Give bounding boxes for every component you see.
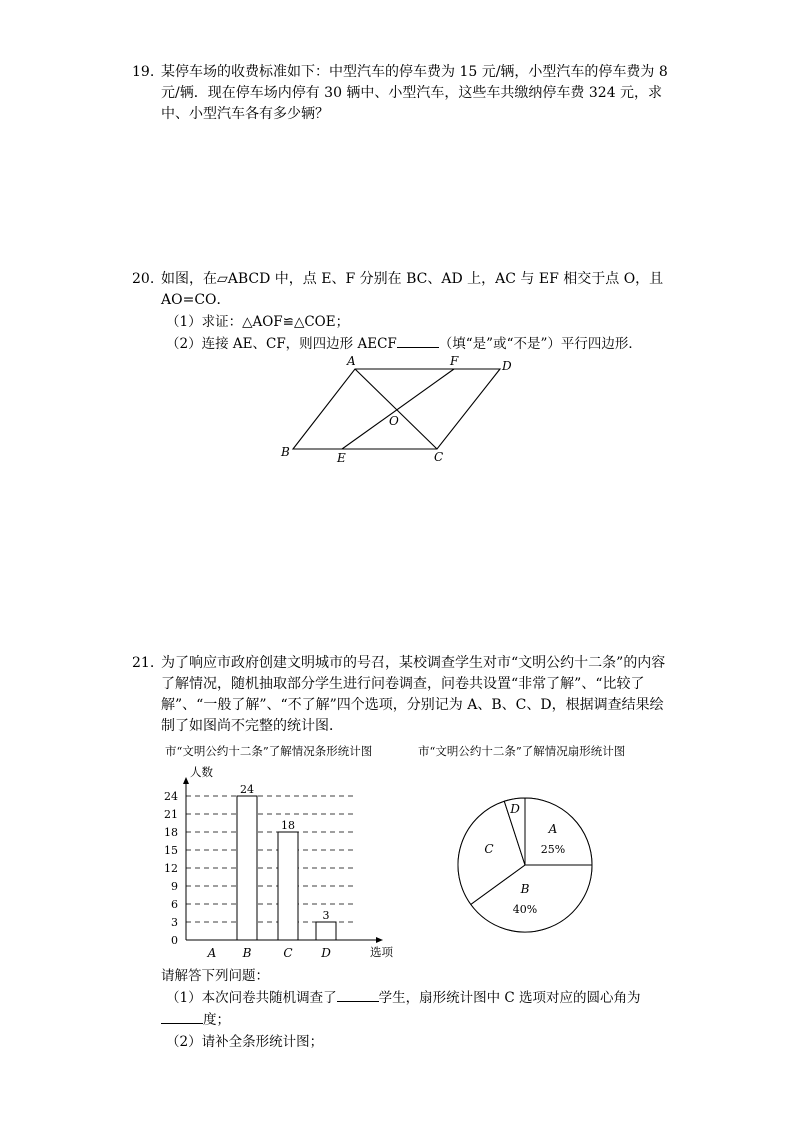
bar-B	[237, 796, 257, 940]
q21-part1	[166, 987, 641, 1009]
bar-data-label: 24	[240, 783, 254, 796]
x-tick-label: D	[321, 946, 331, 960]
y-tick-label: 21	[164, 808, 178, 821]
pie-label-D: D	[510, 802, 520, 816]
q19-text: 某停车场的收费标准如下：中型汽车的停车费为 15 元/辆，小型汽车的停车费为 8 元/辆．现在停车场内停有 30 辆中、小型汽车，这些车共缴纳停车费 324 元，求中、小型汽车各有多少辆？	[161, 64, 668, 122]
q21-part1-c: 度；	[203, 1012, 230, 1028]
segment-ef	[342, 369, 454, 449]
y-tick-label: 15	[164, 844, 178, 857]
label-o: O	[389, 414, 399, 428]
label-b: B	[281, 445, 290, 459]
q21-part1-line2	[161, 1009, 230, 1031]
x-axis-label: 选项	[370, 945, 393, 959]
y-tick-label: 0	[171, 934, 178, 947]
y-tick-label: 6	[171, 898, 178, 911]
x-axis-arrow	[376, 937, 383, 943]
pie-chart-title: 市“文明公约十二条”了解情况扇形统计图	[418, 744, 626, 758]
x-tick-label: C	[283, 946, 293, 960]
pie-chart	[455, 795, 595, 935]
label-e: E	[337, 451, 346, 465]
q21-part1-b: 学生，扇形统计图中 C 选项对应的圆心角为	[378, 990, 641, 1006]
q20-part2-suffix: （填“是”或“不是”）平行四边形．	[438, 336, 642, 352]
y-tick-label: 18	[164, 826, 178, 839]
diagonal-ac	[355, 369, 437, 449]
pie-label-A: A	[548, 822, 558, 836]
pie-percent-A: 25%	[540, 843, 566, 856]
bar-chart-title: 市“文明公约十二条”了解情况条形统计图	[165, 744, 373, 758]
y-tick-label: 3	[171, 916, 178, 929]
q21-text: 为了响应市政府创建文明城市的号召，某校调查学生对市“文明公约十二条”的内容了解情况，随机抽取部分学生进行问卷调查，问卷共设置“非常了解”、“比较了解”、“一般了解”、“不了解”四个选项，分别记为 A、B、C、D，根据调查结果绘制了如图尚不完整的统计图．	[161, 655, 666, 734]
x-tick-label: B	[242, 946, 252, 960]
bar-C	[278, 832, 298, 940]
bar-D	[316, 922, 336, 940]
q21-number: 21.	[132, 655, 155, 671]
q20-answer-blank[interactable]	[397, 333, 439, 348]
y-axis-arrow	[183, 777, 189, 784]
bar-data-label: 3	[322, 909, 330, 922]
q20-part2-prefix: （2）连接 AE、CF，则四边形 AECF	[166, 336, 397, 352]
label-d: D	[502, 359, 512, 373]
q20-number: 20.	[132, 271, 155, 287]
x-tick-label: A	[207, 946, 217, 960]
bar-chart	[160, 760, 410, 965]
q21-prompt: 请解答下列问题：	[161, 968, 269, 984]
q21-angle-blank[interactable]	[161, 1009, 203, 1024]
q21-part2: （2）请补全条形统计图；	[166, 1034, 324, 1050]
q20-text: 如图，在▱ABCD 中，点 E、F 分别在 BC、AD 上，AC 与 EF 相交于点 O，且 AO=CO．	[161, 271, 664, 308]
q19-number: 19.	[132, 64, 155, 80]
pie-label-C: C	[484, 842, 494, 856]
y-tick-label: 24	[164, 790, 178, 803]
y-tick-label: 9	[171, 880, 178, 893]
y-tick-label: 12	[164, 862, 178, 875]
pie-percent-B: 40%	[512, 903, 538, 916]
q21-part1-a: （1）本次问卷共随机调查了	[166, 990, 337, 1006]
label-f: F	[450, 354, 459, 368]
q21-count-blank[interactable]	[337, 987, 379, 1002]
bar-data-label: 18	[281, 819, 295, 832]
pie-label-B: B	[520, 882, 530, 896]
parallelogram-figure	[276, 350, 516, 470]
label-c: C	[434, 450, 444, 464]
q20-part1: （1）求证：△AOF≌△COE；	[166, 314, 350, 330]
label-a: A	[347, 354, 356, 368]
y-axis-label: 人数	[190, 765, 213, 779]
